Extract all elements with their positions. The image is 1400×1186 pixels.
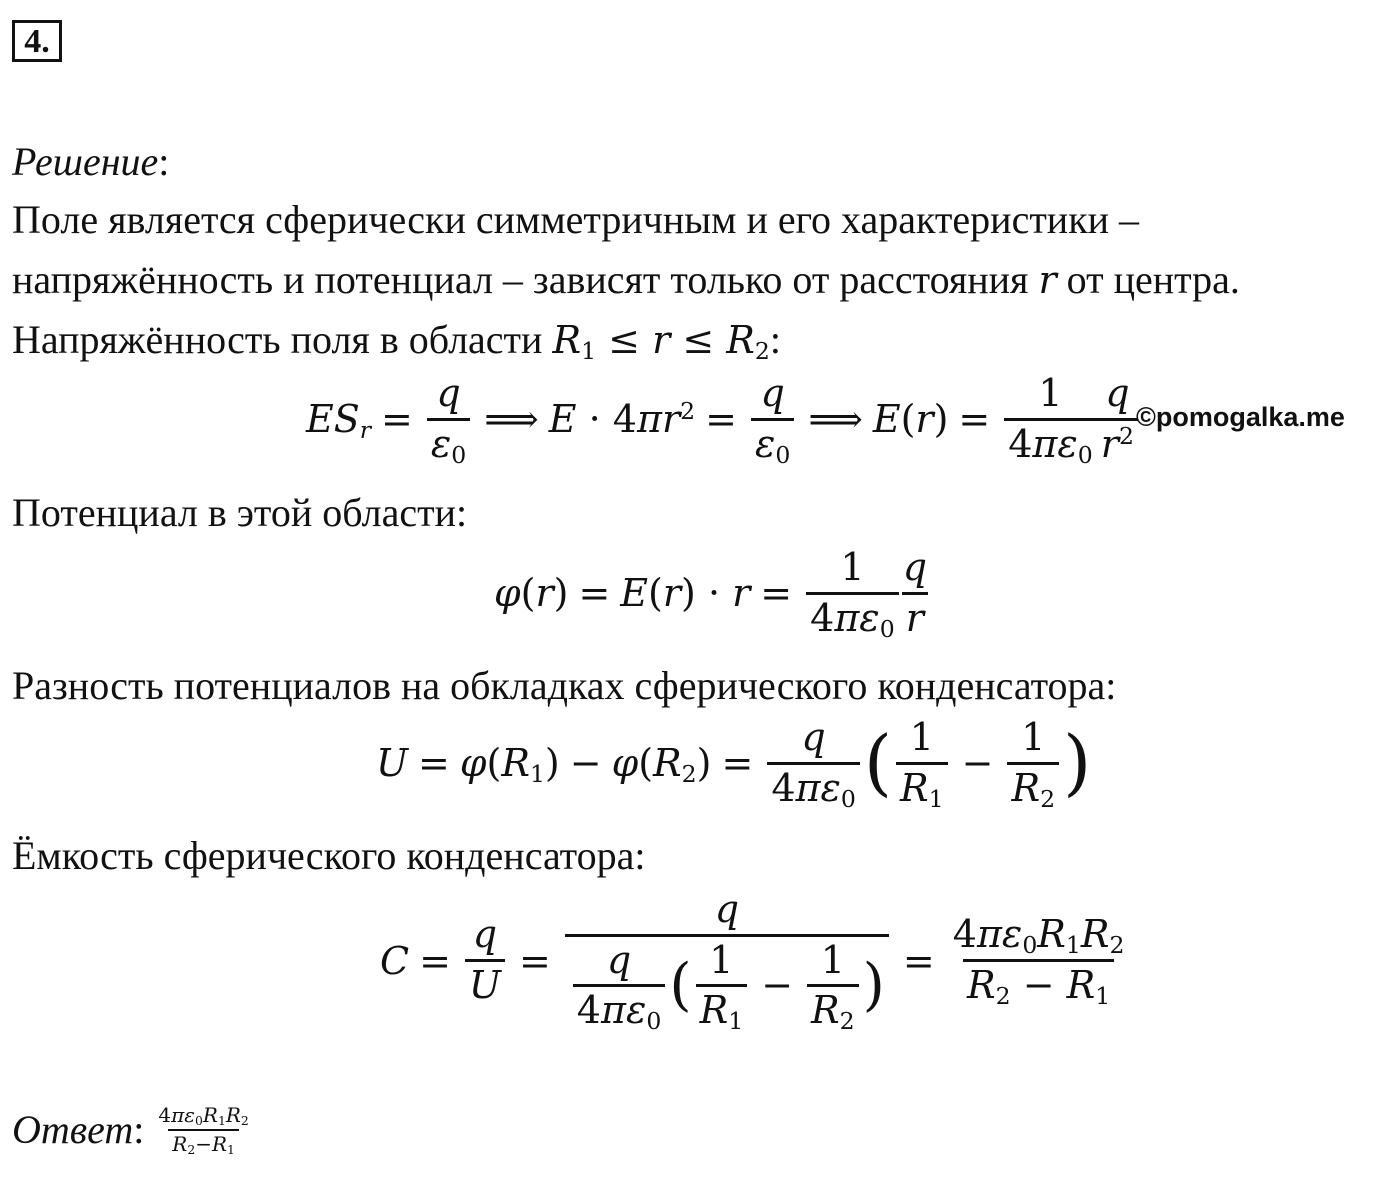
- region-inequality: $R_1 \le r \le R_2$: [552, 318, 770, 365]
- answer-label: Ответ: [12, 1107, 134, 1152]
- field-intro: [12, 317, 781, 365]
- solution-heading: [12, 139, 170, 184]
- answer-formula: $\frac{4\pi\varepsilon_0R_1R_2}{R_2-R_1}$: [158, 1103, 249, 1158]
- field-intro-colon: :: [769, 317, 781, 362]
- distance-variable: r: [1038, 258, 1057, 302]
- paragraph-line-1: Поле является сферически симметричным и его характеристики –: [12, 197, 1140, 242]
- gauss-law-equation: $ES_r$ = $\frac{q}{\varepsilon_0}$ ⟹ $E \cdot 4\pi r^2$ = $\frac{q}{\varepsilon_0}$ ⟹ E(r) = $\frac{1}{4\pi\varepsilon_0}$ $\frac{q}{r^2}$: [306, 372, 1142, 466]
- voltage-equation: U = $\varphi(R_1)$ − $\varphi(R_2)$ = $\frac{q}{4\pi\varepsilon_0}$ ( $\frac{1}{R_1}$ − $\frac{1}{R_2}$ ): [376, 715, 1092, 813]
- difference-intro: Разность потенциалов на обкладках сферического конденсатора:: [12, 663, 1117, 708]
- paragraph-line-2: [12, 257, 1240, 302]
- problem-number: 4.: [12, 20, 62, 62]
- answer-colon: :: [133, 1107, 145, 1152]
- answer-line: [12, 1104, 257, 1156]
- potential-intro: Потенциал в этой области:: [12, 490, 468, 535]
- watermark: ©pomogalka.me: [1136, 402, 1345, 432]
- solution-colon: :: [158, 139, 170, 184]
- capacity-equation: C = $\frac{q}{U}$ = q $\frac{q}{4\pi\varepsilon_0}$ ( $\frac{1}{R_1}$ − $\frac{1}{R_2}$ ) = $\frac{4\pi\varepsilon_0R_1R_2}{R_2 - R_1}$: [380, 887, 1125, 1036]
- potential-equation: φ(r) = E(r) · r = $\frac{1}{4\pi\varepsilon_0}$ $\frac{q}{r}$: [494, 545, 928, 643]
- capacity-intro: Ёмкость сферического конденсатора:: [12, 833, 646, 878]
- paragraph-line-2b: от центра.: [1056, 257, 1240, 302]
- field-intro-text: Напряжённость поля в области: [12, 317, 553, 362]
- paragraph-line-2a: напряжённость и потенциал – зависят только от расстояния: [12, 257, 1039, 302]
- solution-label: Решение: [12, 139, 159, 184]
